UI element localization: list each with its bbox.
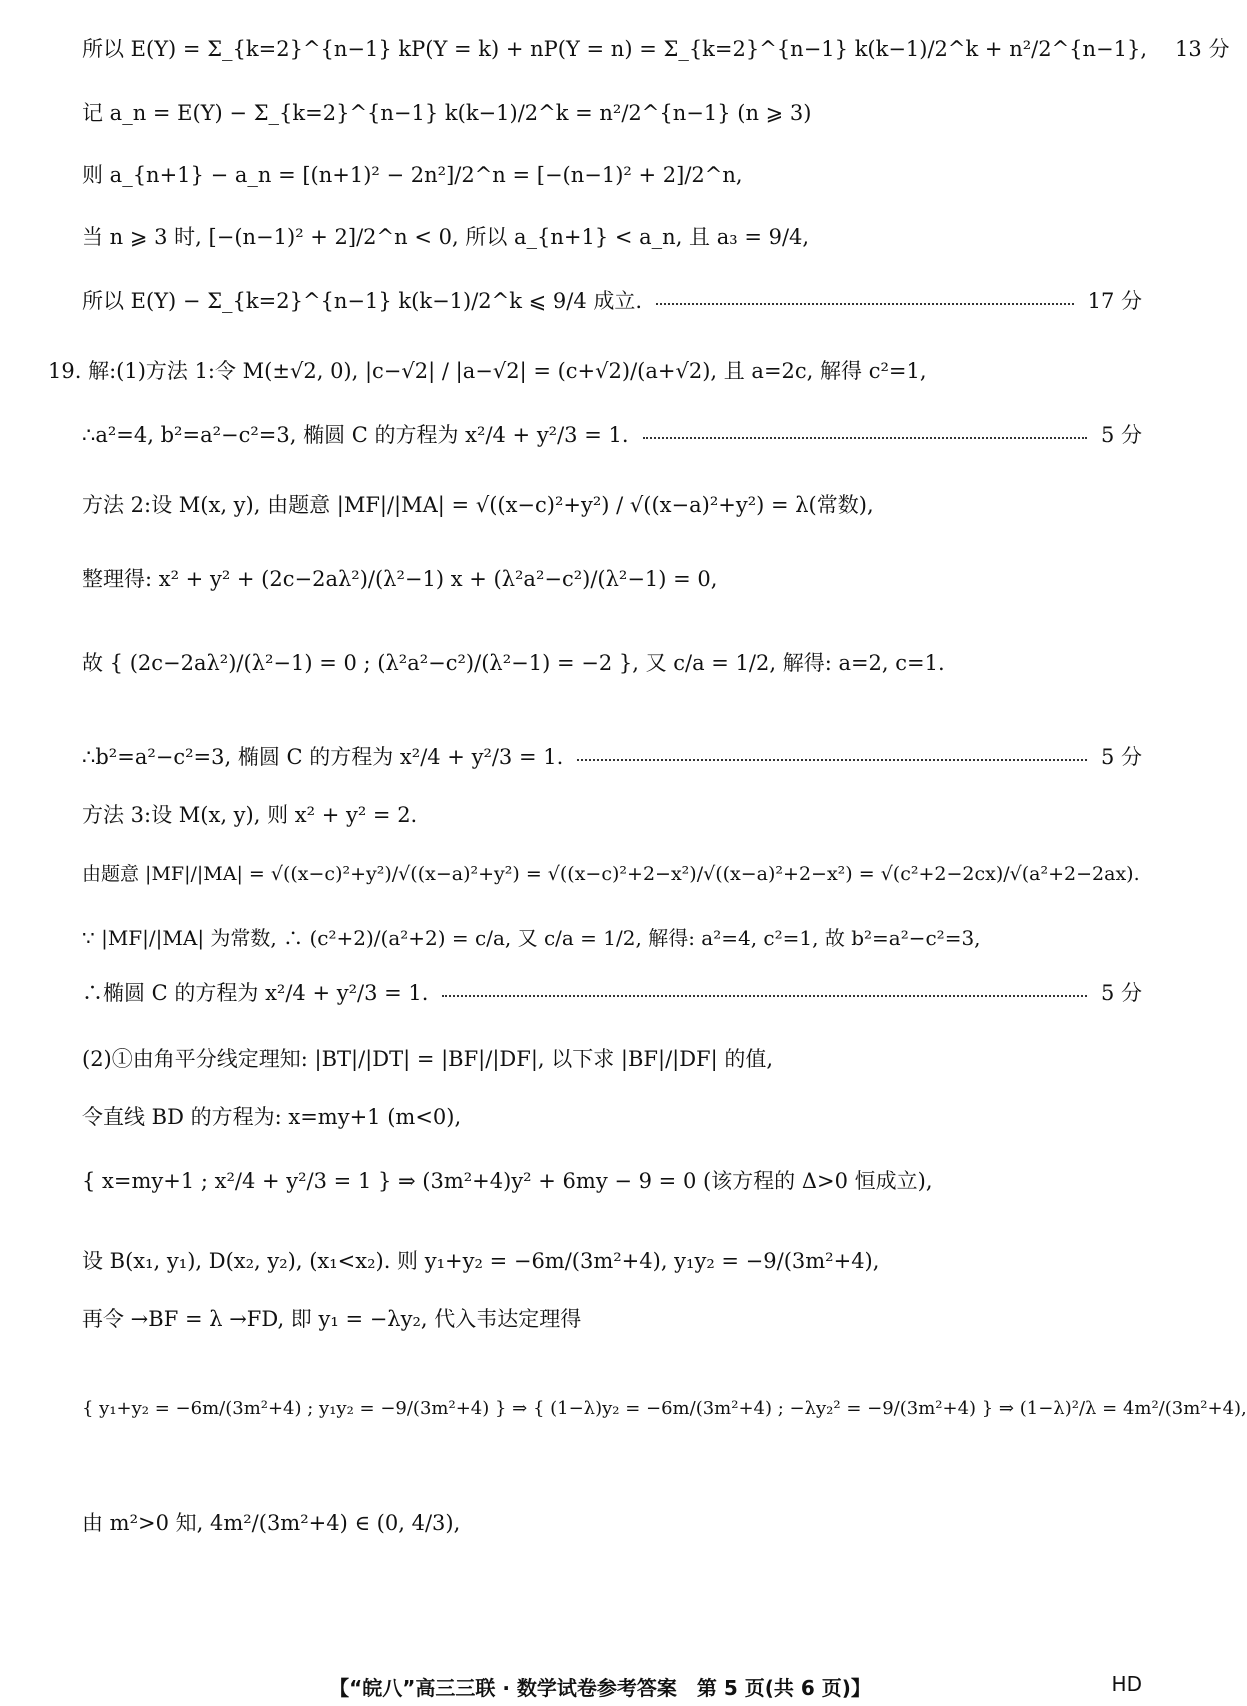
solution-line — [82, 412, 1142, 456]
line-text: 故 { (2c−2aλ²)/(λ²−1) = 0 ; (λ²a²−c²)/(λ²−1) = −2 }, 又 c/a = 1/2, 解得: a=2, c=1. — [82, 651, 945, 675]
line-text: 所以 E(Y) = Σ_{k=2}^{n−1} kP(Y = k) + nP(Y = n) = Σ_{k=2}^{n−1} k(k−1)/2^k + n²/2^{n−1}, — [82, 37, 1148, 61]
line-text: 所以 E(Y) − Σ_{k=2}^{n−1} k(k−1)/2^k ⩽ 9/4 成立. — [82, 289, 643, 313]
solution-line — [82, 482, 1142, 526]
score-label: 5 分 — [1100, 981, 1142, 1005]
line-text: 19. 解:(1)方法 1:令 M(±√2, 0), |c−√2| / |a−√2| = (c+√2)/(a+√2), 且 a=2c, 解得 c²=1, — [48, 359, 927, 383]
line-text: { x=my+1 ; x²/4 + y²/3 = 1 } ⇒ (3m²+4)y² + 6my − 9 = 0 (该方程的 Δ>0 恒成立), — [82, 1169, 933, 1193]
line-text: 整理得: x² + y² + (2c−2aλ²)/(λ²−1) x + (λ²a²−c²)/(λ²−1) = 0, — [82, 567, 718, 591]
dot-leader — [643, 437, 1087, 439]
page-footer — [0, 1672, 1200, 1701]
solution-line — [82, 1036, 1142, 1080]
line-text: (2)①由角平分线定理知: |BT|/|DT| = |BF|/|DF|, 以下求 |BF|/|DF| 的值, — [82, 1047, 774, 1071]
line-text: 由 m²>0 知, 4m²/(3m²+4) ∈ (0, 4/3), — [82, 1511, 461, 1535]
solution-line — [82, 152, 1142, 196]
line-text: 由题意 |MF|/|MA| = √((x−c)²+y²)/√((x−a)²+y²) = √((x−c)²+2−x²)/√((x−a)²+2−x²) = √(c²+2−2cx)/√(a²+2−2ax). — [82, 862, 1140, 885]
line-text: 则 a_{n+1} − a_n = [(n+1)² − 2n²]/2^n = [−(n−1)² + 2]/2^n, — [82, 163, 743, 187]
solution-line — [82, 556, 1142, 600]
solution-line — [82, 1238, 1142, 1282]
solution-line — [82, 914, 1142, 958]
line-text: 令直线 BD 的方程为: x=my+1 (m<0), — [82, 1105, 462, 1129]
line-text: ∵ |MF|/|MA| 为常数, ∴ (c²+2)/(a²+2) = c/a, 又 c/a = 1/2, 解得: a²=4, c²=1, 故 b²=a²−c²=3, — [82, 925, 981, 950]
line-text: 方法 2:设 M(x, y), 由题意 |MF|/|MA| = √((x−c)²+y²) / √((x−a)²+y²) = λ(常数), — [82, 493, 874, 517]
line-text: 设 B(x₁, y₁), D(x₂, y₂), (x₁<x₂). 则 y₁+y₂ = −6m/(3m²+4), y₁y₂ = −9/(3m²+4), — [82, 1249, 880, 1273]
solution-line — [82, 792, 1142, 836]
solution-line — [82, 1500, 1142, 1544]
line-text: 再令 →BF = λ →FD, 即 y₁ = −λy₂, 代入韦达定理得 — [82, 1307, 582, 1331]
score-label: 5 分 — [1100, 745, 1142, 769]
solution-line — [82, 90, 1142, 134]
line-text: 当 n ⩾ 3 时, [−(n−1)² + 2]/2^n < 0, 所以 a_{n+1} < a_n, 且 a₃ = 9/4, — [82, 225, 810, 249]
solution-line — [82, 1094, 1142, 1138]
line-text: 方法 3:设 M(x, y), 则 x² + y² = 2. — [82, 803, 418, 827]
solution-line — [82, 640, 1142, 684]
footer-text: 【“皖八”高三三联 · 数学试卷参考答案 第 5 页(共 6 页)】 — [329, 1676, 871, 1700]
line-text: 记 a_n = E(Y) − Σ_{k=2}^{n−1} k(k−1)/2^k = n²/2^{n−1} (n ⩾ 3) — [82, 101, 812, 125]
dot-leader — [656, 303, 1074, 305]
solution-line — [82, 1386, 1247, 1430]
line-text: ∴椭圆 C 的方程为 x²/4 + y²/3 = 1. — [82, 981, 429, 1005]
dot-leader — [577, 759, 1087, 761]
solution-line — [82, 26, 1230, 70]
solution-line — [82, 1296, 1142, 1340]
line-text: { y₁+y₂ = −6m/(3m²+4) ; y₁y₂ = −9/(3m²+4) } ⇒ { (1−λ)y₂ = −6m/(3m²+4) ; −λy₂² = −9/(3m²+4) } ⇒ (1−λ)²/λ = 4m²/(3m²+4), — [82, 1397, 1247, 1419]
score-label: 17 分 — [1087, 289, 1142, 313]
score-label: 13 分 — [1175, 37, 1230, 61]
solution-line — [82, 734, 1142, 778]
solution-line — [82, 850, 1142, 894]
line-text: ∴a²=4, b²=a²−c²=3, 椭圆 C 的方程为 x²/4 + y²/3 = 1. — [82, 423, 629, 447]
question-19-line — [48, 348, 1142, 392]
score-label: 5 分 — [1100, 423, 1142, 447]
dot-leader — [442, 995, 1087, 997]
solution-line — [82, 1158, 1142, 1202]
solution-line — [82, 970, 1142, 1014]
line-text: ∴b²=a²−c²=3, 椭圆 C 的方程为 x²/4 + y²/3 = 1. — [82, 745, 564, 769]
solution-line — [82, 278, 1142, 322]
footer-code: HD — [1111, 1672, 1142, 1696]
solution-line — [82, 214, 1142, 258]
